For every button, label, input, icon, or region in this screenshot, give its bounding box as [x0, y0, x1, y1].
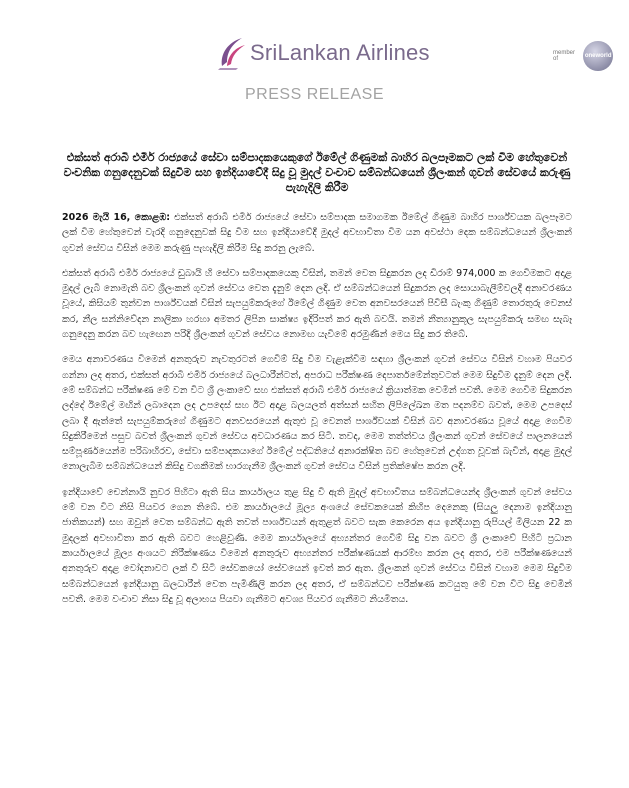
- peacock-logo-icon: [218, 36, 246, 70]
- paragraph-text: එක්සත් අරාබි එමීර් රාජ්‍යයේ ඩුබායි හි සේවා සම්පාදකයෙකු විසින්, තමන් වෙත සිදුකරන ලද ඩිරාම් 974,000 ක ගෙවීමකට අදාළ මුදල් ලැබී නොමැති බව ශ්‍රීලංකන් ගුවන් සේවය වෙත දැනුම් දෙන ලදි. ඒ සම්බන්ධයෙන් සිදුකරන ලද සොයාබැලීම්වලදී අනාවරණය වූයේ, කිසියම් තුන්වන පාර්ශ්වයක් විසින් සැපයුම්කරුගේ ඊමේල් ගිණුම වෙත අනවසරයෙන් පිවිසී බැංකු ගිණුම් තොරතුරු වෙනස් කර, නීල සන්නිවේදන නාලිකා හරහා අමතර ලිපින සාක්ෂ්‍ය ඉදිරිපත් කර ඇති බවයි. තමන් නීත්‍යානුකූල සැපයුම්කරු සමඟ සැබෑ ගනුදෙනු කරන බව හැඟෙන පරිදි ශ්‍රීලංකන් ගුවන් සේවය නොමඟ යැවීමේ අරමුණින් මෙය සිදු කර තිබේ.: [62, 267, 572, 341]
- paragraph: [62, 485, 572, 607]
- oneworld-membership: [553, 41, 613, 71]
- paragraph-text: මෙය අනාවරණය වීමෙන් අනතුරුව නැවතුරටත් ගෙවීම් සිදු වීම වැළැක්වීම සඳහා ශ්‍රීලංකන් ගුවන් සේවය විසින් වහාම පියවර ගන්නා ලද අතර, එක්සත් අරාබි එමීර් රාජ්‍යයේ බලධාරීන්ටත්, අපරාධ පරීක්ෂණ දෙපාර්තමේන්තුවටත් මෙම සිදුවීම දැනුම් දෙන ලදි. මේ සම්බන්ධ පරීක්ෂණ මේ වන විට ශ්‍රී ලංකාවේ සහ එක්සත් අරාබි එමීර් රාජ්‍යයේ ක්‍රියාත්මක වෙමින් පවතී. මෙම ගෙවීම සිදුකරන ලද්දේ ඊමේල් මඟින් ලබාදෙන ලද උපදෙස් සහ ඊට අදාළ බලයලත් අත්සන් සහිත ලිපිලේඛන මත පදනම්ව බවත්, මෙම උපදෙස් ලබා දී ඇත්තේ සැපයුම්කරුගේ ගිණුමට අනවසරයෙන් ඇතුළු වූ වෙනත් පාර්ශ්වයක් විසින් බව අනාවරණය වූයේ අදාළ ගෙවීම සිදුකිරීමෙන් පසුව බවත් ශ්‍රීලංකන් ගුවන් සේවය අවධාරණය කර සිටී. තවද, මෙම තත්ත්වය ශ්‍රීලංකන් ගුවන් සේවයේ පාලනයෙන් සම්පූර්ණයෙන්ම පරිබාහිරව, සේවා සම්පාදකයාගේ ඊමේල් පද්ධතියේ අනාරක්ෂිත බව හේතුවෙන් උද්ගත වූවක් බැවින්, අදාළ මුදල් නොලැබීම සම්බන්ධයෙන් කිසිදු වගකීමක් භාරගැනීම ශ්‍රීලංකන් ගුවන් සේවය විසින් ප්‍රතික්ෂේප කරන ලදි.: [62, 354, 572, 473]
- member-of-label: member of: [553, 50, 576, 62]
- press-release-heading: PRESS RELEASE: [245, 86, 384, 103]
- paragraph-text: ඉන්දියාවේ චෙන්නායි නුවර පිහිටා ඇති සිය කාර්යාලය තුළ සිදු වී ඇති මුදල් අවභාවිතය සම්බන්ධයෙන්ද ශ්‍රීලංකන් ගුවන් සේවය මේ වන විට නිසි පියවර ගෙන තිබේ. එම කාර්යාලයේ මූල්‍ය අංශයේ සේවකයෙක් කිහිප දෙනෙකු (සියලු දෙනාම ඉන්දියානු ජාතිකයන්) සහ ඔවුන් වෙත සම්බන්ධ ඇති තවත් පාර්ශ්වයන් ඇතුළත් බවට සැක කෙරෙන අය ඉන්දියානු රුපියල් මිලියන 22 ක මුදලක් අවභාවිතා කර ඇති බවට හෙළිවුණි. මෙම කාර්යාලයේ අභ්‍යන්තර ගෙවීම් සිදු වන බවට ශ්‍රී ලංකාවේ පිහිටි ප්‍රධාන කාර්යාලයේ මූල්‍ය අංශයට නිරීක්ෂණය වීමෙන් අනතුරුව අභ්‍යන්තර පරීක්ෂණයක් ආරම්භ කරන ලද අතර, එම පරීක්ෂණයෙන් අනතුරුව අදාළ වෝදනාවට ලක් වී සිටි සේවකයෝ සේවයෙන් ඉවත් කර ඇත. ශ්‍රීලංකන් ගුවන් සේවය විසින් වහාම මෙම සිදුවීම සම්බන්ධයෙන් ඉන්දියානු බලධාරීන් වෙත පැමිණිලි කරන ලද අතර, ඒ සම්බන්ධව පරීක්ෂණ කටයුතු මේ වන විට සිදු වෙමින් පවතී. මෙම වංචාව නිසා සිදු වූ අලාභය පියවා ගැනීමට අවශ්‍ය පියවර ගැනීමට නියමිතය.: [62, 486, 572, 605]
- oneworld-label: oneworld: [584, 53, 612, 59]
- press-release-body: [62, 210, 572, 617]
- paragraph: [62, 352, 572, 474]
- oneworld-logo-icon: [583, 41, 613, 71]
- brand-name: SriLankan Airlines: [250, 40, 430, 65]
- press-release-title: එක්සත් අරාබි එමීර් රාජ්‍යයේ සේවා සම්පාදකයෙකුගේ ඊමේල් ගිණුමක් බාහිර බලපෑමකට ලක් වීම හේතුවෙන් වංචනික ගනුදෙනුවක් සිදුවීම සහ ඉන්දියාවේදී සිදු වූ මුදල් වංචාව සම්බන්ධයෙන් ශ්‍රීලංකන් ගුවන් සේවයේ කරුණු පැහැදිලි කිරීම: [63, 151, 571, 194]
- paragraph: [62, 266, 572, 342]
- srilankan-logo: [218, 36, 430, 70]
- dateline: 2026 මැයි 16, කොළඹ:: [62, 212, 171, 223]
- paragraph: [62, 210, 572, 256]
- paragraph-text: එක්සත් අරාබි එමීර් රාජ්‍යයේ සේවා සම්පාදක සමාගමක ඊමේල් ගිණුම බාහිර පාර්ශ්වයක බලපෑමට ලක් වීම හේතුවෙන් වැරදි ගනුදෙනුවක් සිදු වීම සහ ඉන්දියාවේදී මුදල් අවභාවිතා වීම යන අවස්ථා දෙක සම්බන්ධයෙන් ශ්‍රීලංකන් ගුවන් සේවය විසින් මෙම කරුණු පැහැදිලි කිරීම සිදු කරනු ලැබේ.: [62, 212, 572, 254]
